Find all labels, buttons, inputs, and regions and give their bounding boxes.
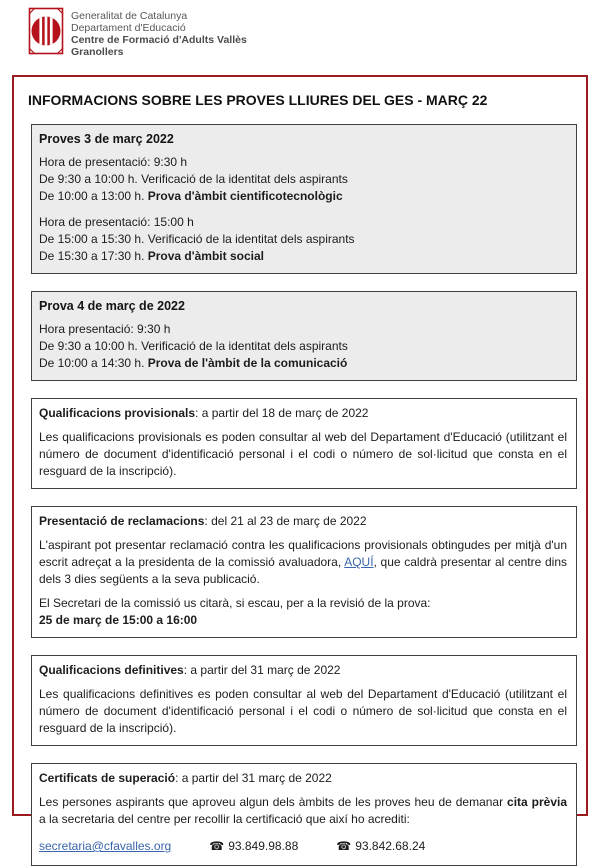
- provisional-grades-body: Les qualificacions provisionals es poden consultar al web del Departament d'Educació (utilitzant el número de document d'identificació personal i el codi o número de sol·licitud que consta en el resguard de la inscripció).: [39, 430, 567, 478]
- exam-day-3-morning-schedule: [39, 154, 567, 205]
- phone-number-1: [209, 838, 298, 855]
- org-department-name: Departament d'Educació: [71, 22, 186, 34]
- schedule-line: Hora presentació: 9:30 h: [39, 322, 171, 336]
- generalitat-logo-icon: [28, 7, 64, 58]
- certificates-box: [31, 763, 577, 866]
- final-grades-date: : a partir del 31 març de 2022: [183, 663, 341, 677]
- final-grades-label: Qualificacions definitives: [39, 663, 184, 677]
- schedule-line: De 9:30 a 10:00 h. Verificació de la identitat dels aspirants: [39, 339, 348, 353]
- exam-day-3-afternoon-schedule: [39, 214, 567, 265]
- org-government-name: Generalitat de Catalunya: [71, 10, 188, 22]
- revision-notice-text: El Secretari de la comissió us citarà, si escau, per a la revisió de la prova:: [39, 596, 431, 610]
- secretary-email-link[interactable]: secretaria@cfavalles.org: [39, 839, 172, 853]
- provisional-grades-label: Qualificacions provisionals: [39, 406, 196, 420]
- org-center-name: Centre de Formació d'Adults Vallès: [71, 34, 247, 46]
- final-grades-lead: [39, 662, 567, 679]
- phone-icon: ☎: [209, 839, 225, 853]
- contact-row: [39, 838, 567, 857]
- main-frame: [12, 75, 588, 853]
- exam-subject-name: Prova d'àmbit social: [147, 249, 264, 263]
- phone-number-2: [336, 838, 425, 855]
- page-title: INFORMACIONS SOBRE LES PROVES LLIURES DEL GES - MARÇ 22: [28, 92, 488, 108]
- org-text-block: [71, 7, 247, 58]
- exam-day-3-march-box: [31, 124, 577, 274]
- phone-number-1-value: 93.849.98.88: [228, 839, 299, 853]
- exam-day-3-heading: Proves 3 de març 2022: [39, 132, 174, 146]
- final-grades-body: Les qualificacions definitives es poden consultar al web del Departament d'Educació (utilitzant el número de document d'identificació personal i el codi o número de sol·licitud que consta en el resguard de la inscripció).: [39, 687, 567, 735]
- certificates-date: : a partir del 31 març de 2022: [175, 771, 332, 785]
- certificates-label: Certificats de superació: [39, 771, 176, 785]
- schedule-line: De 10:00 a 13:00 h.: [39, 189, 148, 203]
- schedule-line: De 15:00 a 15:30 h. Verificació de la identitat dels aspirants: [39, 232, 355, 246]
- schedule-line: De 15:30 a 17:30 h.: [39, 249, 148, 263]
- exam-subject-name: Prova de l'àmbit de la comunicació: [147, 356, 348, 370]
- exam-day-4-heading: Prova 4 de març de 2022: [39, 299, 185, 313]
- schedule-line: Hora de presentació: 15:00 h: [39, 215, 194, 229]
- provisional-grades-lead: [39, 405, 567, 422]
- claims-revision-info: [39, 595, 567, 629]
- exam-day-4-schedule: [39, 321, 567, 372]
- claims-date: : del 21 al 23 de març de 2022: [204, 514, 367, 528]
- schedule-line: De 10:00 a 14:30 h.: [39, 356, 148, 370]
- phone-number-2-value: 93.842.68.24: [355, 839, 426, 853]
- certificates-body-text: a la secretaria del centre per recollir la certificació que així ho acrediti:: [39, 812, 410, 826]
- schedule-line: De 9:30 a 10:00 h. Verificació de la identitat dels aspirants: [39, 172, 348, 186]
- provisional-grades-box: [31, 398, 577, 489]
- claim-form-aqui-link[interactable]: AQUÍ: [344, 555, 374, 569]
- certificates-lead: [39, 770, 567, 787]
- revision-date-time: 25 de març de 15:00 a 16:00: [39, 613, 198, 627]
- provisional-grades-date: : a partir del 18 de març de 2022: [195, 406, 369, 420]
- exam-day-4-march-box: [31, 291, 577, 381]
- certificates-body: [39, 794, 567, 828]
- certificates-body-text: Les persones aspirants que aproveu algun dels àmbits de les proves heu de demanar: [39, 795, 508, 809]
- org-city-name: Granollers: [71, 46, 124, 58]
- claims-lead: [39, 513, 567, 530]
- claims-body: [39, 537, 567, 588]
- phone-icon: ☎: [336, 839, 352, 853]
- claims-label: Presentació de reclamacions: [39, 514, 205, 528]
- appointment-required-text: cita prèvia: [507, 795, 567, 809]
- claims-body-text: , que caldrà presentar al centre dins dels 3 dies següents a la seva publicació.: [39, 555, 567, 586]
- final-grades-box: [31, 655, 577, 746]
- letterhead: [28, 7, 247, 58]
- claims-box: [31, 506, 577, 638]
- claims-body-text: L'aspirant pot presentar reclamació contra les qualificacions provisionals obtingudes per mitjà d'un escrit adreçat a la presidenta de la comissió avaluadora,: [39, 538, 567, 569]
- schedule-line: Hora de presentació: 9:30 h: [39, 155, 188, 169]
- exam-subject-name: Prova d'àmbit cientificotecnològic: [147, 189, 343, 203]
